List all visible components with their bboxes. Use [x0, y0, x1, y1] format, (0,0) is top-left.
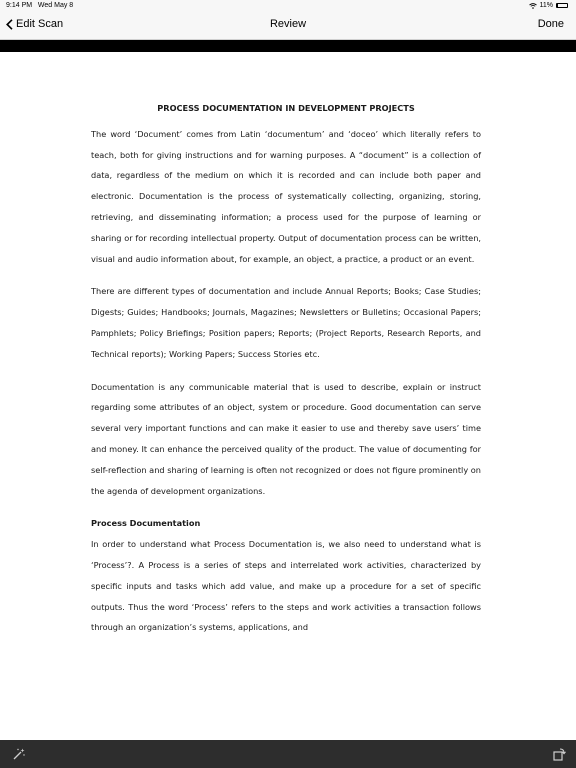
document-paragraph-2: There are different types of documentation and include Annual Reports; Books; Case Studies; Digests; Guides; Handbooks; Journals, Magazines; Newsletters or Bulletins; Occasional Papers; Pamphlets; Policy Briefings; Position papers; Reports; (Project Reports, Research Reports, and Technical reports); Working Papers; Success Stories etc.: [91, 286, 481, 359]
done-button[interactable]: Done: [537, 18, 564, 30]
document-paragraph-3: Documentation is any communicable material that is used to describe, explain or instruct regarding some attributes of an object, system or procedure. Good documentation can serve several very important functions and can make it easier to use and thereby save users’ time and money. It can enhance the perceived quality of the product. The value of documenting for self-reflection and sharing of learning is often not recognized or does not figure prominently on the agenda of development organizations.: [91, 381, 481, 496]
section-paragraph: In order to understand what Process Documentation is, we also need to understand what is ‘Process’?. A Process is a series of steps and interrelated work activities, characterized by specific inputs and tasks which add value, and make up a procedure for a set of specific outputs. Thus the word ‘Process’ refers to the steps and work activities a transaction follows through an organization’s systems, applications, and: [91, 539, 481, 633]
document-paragraph-1: The word ‘Document’ comes from Latin ‘documentum’ and ‘doceo’ which literally refers to teach, both for giving instructions and for warning purposes. A “document” is a collection of data, regardless of the medium on which it is recorded and can include both paper and electronic. Documentation is the process of systematically collecting, organizing, storing, retrieving, and disseminating information; a process used for the purpose of learning or sharing or for recording intellectual property. Output of documentation process can be written, visual and audio information about, for example, an object, a practice, a product or an event.: [91, 128, 481, 264]
battery-percent: 11%: [539, 2, 553, 9]
status-date: Wed May 8: [37, 2, 74, 9]
document-top-band: [0, 40, 576, 52]
scanned-document: [0, 52, 576, 740]
battery-icon: [556, 3, 568, 8]
page-title: Review: [269, 18, 307, 30]
navigation-bar: [0, 12, 576, 40]
magic-wand-icon[interactable]: [12, 747, 26, 761]
status-time-text: 9:14 PM: [6, 2, 33, 9]
edit-scan-label: Edit Scan: [16, 18, 64, 30]
status-time: [6, 2, 73, 9]
status-bar: [0, 0, 576, 12]
status-right: [529, 2, 569, 9]
section-heading: Process Documentation: [91, 518, 201, 529]
document-title: PROCESS DOCUMENTATION IN DEVELOPMENT PROJECTS: [157, 103, 415, 113]
document-content: [91, 98, 481, 650]
bottom-toolbar: [0, 740, 576, 768]
rotate-icon[interactable]: [552, 747, 566, 761]
wifi-icon: [529, 3, 537, 9]
